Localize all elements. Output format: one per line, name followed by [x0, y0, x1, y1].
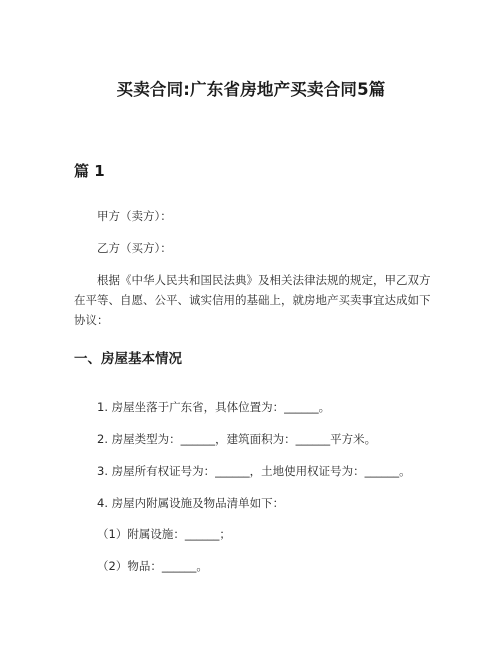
party-b-line: 乙方（买方）：: [97, 241, 172, 255]
list-item: （1）附属设施：______；: [97, 527, 231, 541]
party-a-line: 甲方（卖方）：: [97, 209, 172, 223]
list-item: （2）物品：______。: [97, 559, 208, 573]
list-item: 2. 房屋类型为：______，建筑面积为：______平方米。: [97, 432, 377, 446]
list-item: 4. 房屋内附属设施及物品清单如下：: [97, 496, 285, 510]
document-title: 买卖合同:广东省房地产买卖合同5篇: [116, 80, 386, 99]
section-heading-property-info: 一、房屋基本情况: [74, 351, 182, 367]
list-item: 3. 房屋所有权证号为：______，土地使用权证号为：______。: [97, 464, 411, 478]
list-item: 1. 房屋坐落于广东省，具体位置为：______。: [97, 400, 331, 414]
piece-heading: 篇 1: [74, 162, 105, 180]
preamble-paragraph: 根据《中华人民共和国民法典》及相关法律法规的规定，甲乙双方在平等、自愿、公平、诚实信用的基础上，就房地产买卖事宜达成如下协议：: [74, 273, 431, 327]
